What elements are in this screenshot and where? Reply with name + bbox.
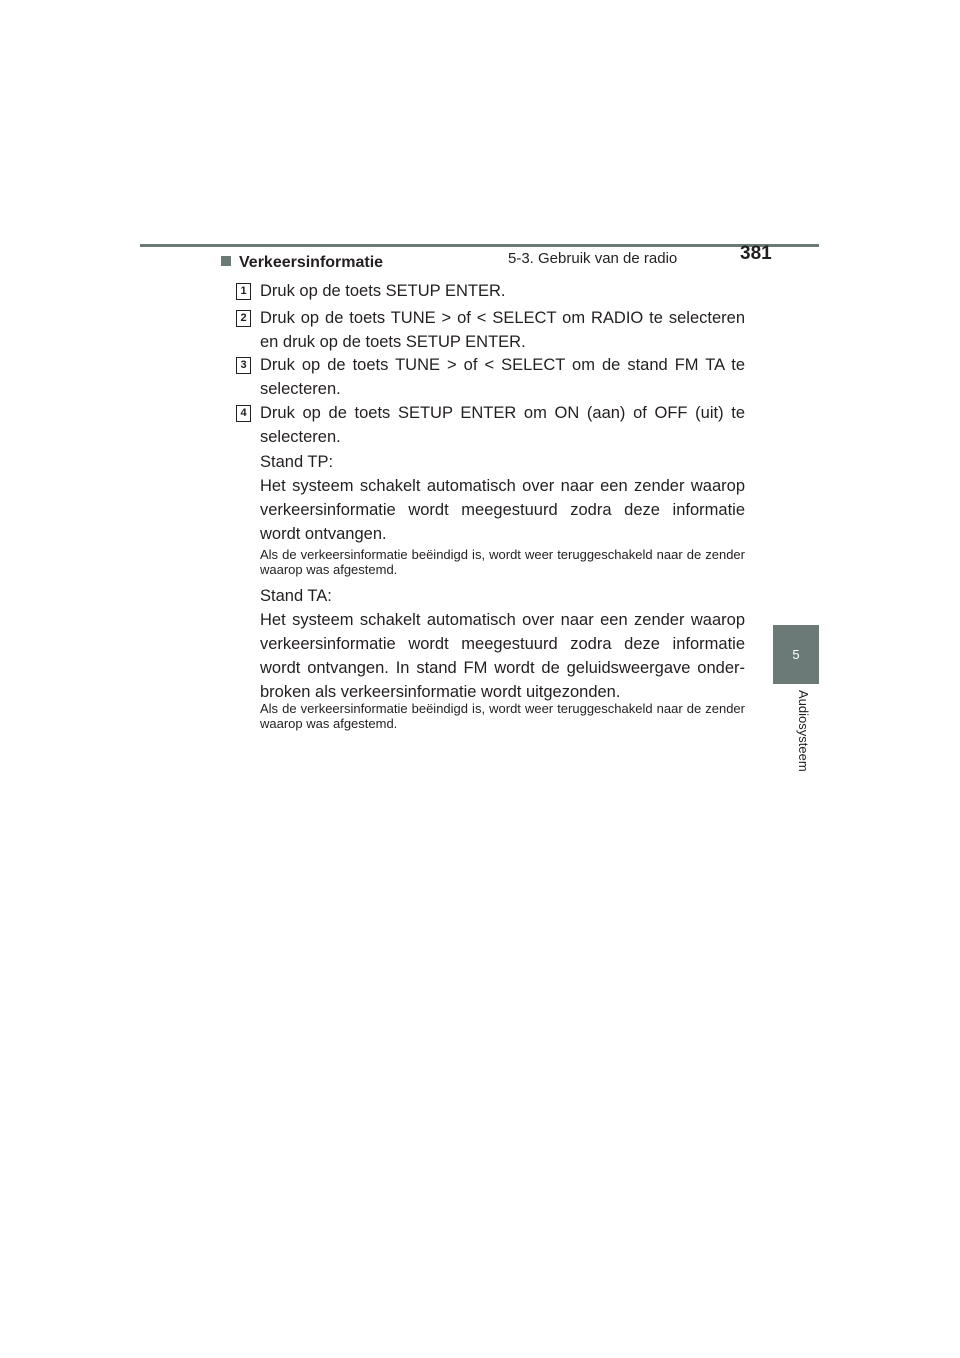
step-text: Druk op de toets TUNE > of < SELECT om de stand FM TA te selecteren. <box>260 356 745 398</box>
mode-description: Het systeem schakelt automatisch over naar een zender waarop verkeersinformatie wordt meegestuurd zodra deze informatie wordt ontvangen. In stand FM wordt de geluidsweergave onder-broken als verkeersinformatie wordt uitgezonden. <box>260 611 745 701</box>
step-text: Druk op de toets TUNE > of < SELECT om RADIO te selecteren en druk op de toets SETUP ENTER. <box>260 309 745 351</box>
mode-note: Als de verkeersinformatie beëindigd is, wordt weer teruggeschakeld naar de zender waarop was afgestemd. <box>260 701 745 731</box>
mode-title: Stand TA: <box>260 587 332 605</box>
chapter-tab <box>773 625 819 684</box>
chapter-title: Audiosysteem <box>796 690 811 772</box>
step-text: Druk op de toets SETUP ENTER. <box>260 282 506 300</box>
step-text: Druk op de toets SETUP ENTER om ON (aan) of OFF (uit) te selecteren. <box>260 404 745 446</box>
step-number-badge: 3 <box>236 357 251 374</box>
header-rule <box>140 244 819 247</box>
section-title: 5-3. Gebruik van de radio <box>508 250 678 267</box>
step-number-badge: 1 <box>236 283 251 300</box>
square-bullet-icon <box>221 256 231 266</box>
chapter-number: 5 <box>792 647 800 662</box>
mode-title: Stand TP: <box>260 453 334 471</box>
heading-text: Verkeersinformatie <box>239 254 384 271</box>
step-number-badge: 4 <box>236 405 251 422</box>
mode-note: Als de verkeersinformatie beëindigd is, wordt weer teruggeschakeld naar de zender waarop was afgestemd. <box>260 547 745 577</box>
mode-description: Het systeem schakelt automatisch over naar een zender waarop verkeersinformatie wordt meegestuurd zodra deze informatie wordt ontvangen. <box>260 477 745 543</box>
mode-ta-block <box>260 584 745 704</box>
page-number: 381 <box>740 243 772 264</box>
mode-tp-block <box>260 450 745 546</box>
step-number-badge: 2 <box>236 310 251 327</box>
section-heading <box>221 254 383 272</box>
